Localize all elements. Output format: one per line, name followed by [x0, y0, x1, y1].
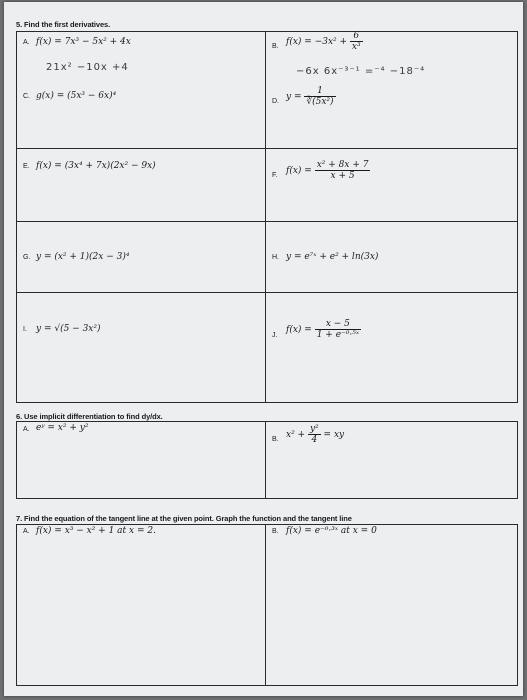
- problem-5a-expression: f(x) = 7x³ − 5x² + 4x: [36, 37, 131, 47]
- problem-6a-expression: eʸ = x² + y²: [36, 423, 89, 433]
- problem-5h-expression: y = e⁷ˣ + e² + ln(3x): [286, 252, 379, 262]
- problem-5a-label: A.: [23, 39, 30, 46]
- section-6-grid: [16, 421, 518, 499]
- problem-5i-label: I.: [23, 326, 27, 333]
- problem-5j-label: J.: [272, 332, 278, 339]
- problem-5c-expression: g(x) = (5x³ − 6x)⁴: [36, 91, 117, 101]
- problem-5e-label: E.: [23, 163, 30, 170]
- section-6-title: 6. Use implicit differentiation to find dy/dx.: [16, 412, 163, 421]
- section-7-title: 7. Find the equation of the tangent line at the given point. Graph the function and the tangent line: [16, 514, 352, 523]
- problem-6a-label: A.: [23, 426, 30, 433]
- problem-7b-expression: f(x) = e⁻⁰·³ˣ at x = 0: [286, 526, 377, 536]
- problem-7b-label: B.: [272, 528, 279, 535]
- problem-5g-expression: y = (x² + 1)(2x − 3)⁴: [36, 252, 130, 262]
- problem-5d-label: D.: [272, 98, 279, 105]
- problem-5f-label: F.: [272, 172, 278, 179]
- problem-6b-label: B.: [272, 436, 279, 443]
- problem-5g-label: G.: [23, 254, 31, 261]
- problem-5f-expression: f(x) = $\frac{\text{x² + 8x + 7}}{x + 5}$: [286, 160, 369, 181]
- problem-5j-expression: f(x) = $\frac{x - 5}{\text{1 + e⁻⁰·⁵ˣ}}$: [286, 319, 360, 340]
- problem-5e-expression: f(x) = (3x⁴ + 7x)(2x² − 9x): [36, 161, 156, 171]
- problem-5i-expression: y = √(5 − 3x²): [36, 324, 101, 334]
- problem-6b-expression: x² + $\frac{\text{y²}}{4}$ = xy: [286, 424, 345, 445]
- problem-5d-expression: y = $\frac{1}{\text{∛(5x²)}}$: [286, 86, 334, 107]
- worksheet-page: [4, 2, 523, 696]
- problem-5c-label: C.: [23, 93, 30, 100]
- problem-7a-expression: f(x) = x³ − x² + 1 at x = 2.: [36, 526, 156, 536]
- problem-5h-label: H.: [272, 254, 279, 261]
- problem-5b-expression: f(x) = −3x² + $\frac{6}{\text{x³}}$: [286, 31, 361, 52]
- section-7-grid: [16, 524, 518, 686]
- section-5-grid: [16, 31, 518, 403]
- section-5-title: 5. Find the first derivatives.: [16, 20, 111, 29]
- problem-7a-label: A.: [23, 528, 30, 535]
- problem-5a-handwritten-answer: 21x² −10x +4: [46, 62, 129, 73]
- problem-5b-handwritten-answer: −6x 6x⁻³⁻¹ =⁻⁴ −18⁻⁴: [296, 66, 426, 77]
- problem-5b-label: B.: [272, 43, 279, 50]
